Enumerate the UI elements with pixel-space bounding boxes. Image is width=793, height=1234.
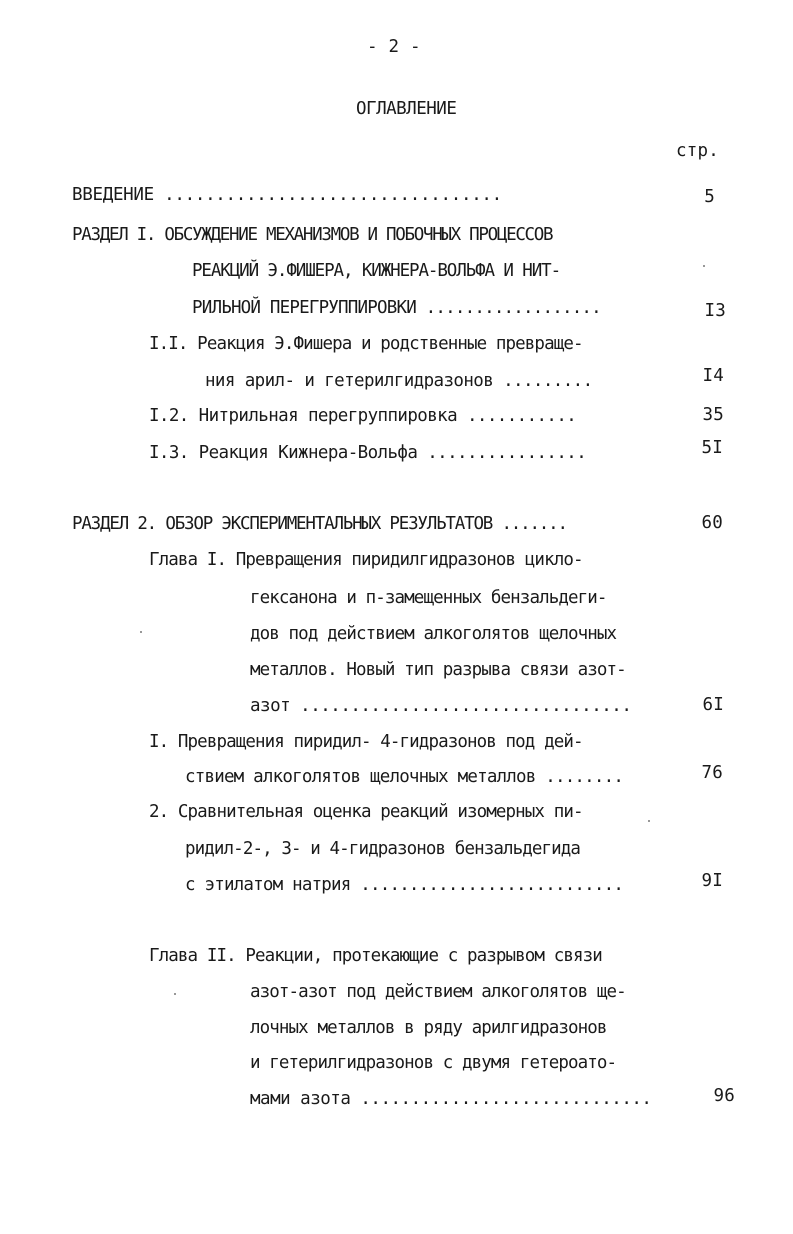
toc-section-1-line-1: РАЗДЕЛ I. ОБСУЖДЕНИЕ МЕХАНИЗМОВ И ПОБОЧНЫХ ПРОЦЕССОВ xyxy=(72,225,553,245)
scan-speck xyxy=(648,820,650,822)
toc-page-item-2: 9I xyxy=(701,871,723,891)
toc-page-chapter-1: 6I xyxy=(702,695,724,715)
toc-chapter-2-line-5: мами азота ............................. xyxy=(250,1089,652,1109)
toc-chapter-2-line-4: и гетерилгидразонов с двумя гетероато- xyxy=(250,1053,617,1073)
toc-chapter-1-line-4: металлов. Новый тип разрыва связи азот- xyxy=(250,660,626,680)
page-column-label: стр. xyxy=(676,141,719,161)
scan-speck xyxy=(140,631,142,633)
toc-subsection-1-2: I.2. Нитрильная перегруппировка ........... xyxy=(149,406,577,426)
toc-chapter-1-line-5: азот ................................. xyxy=(250,696,632,716)
toc-chapter-2-line-2: азот-азот под действием алкоголятов ще- xyxy=(250,982,626,1002)
toc-page-section-1: I3 xyxy=(704,301,726,321)
toc-subsection-1-1-line-2: ния арил- и гетерилгидразонов ......... xyxy=(205,371,593,391)
toc-section-1-line-3: РИЛЬНОЙ ПЕРЕГРУППИРОВКИ .................. xyxy=(192,298,601,318)
toc-page-introduction: 5 xyxy=(704,187,715,207)
toc-chapter-2-line-3: лочных металлов в ряду арилгидразонов xyxy=(250,1018,607,1038)
toc-page-subsection-1-3: 5I xyxy=(701,438,723,458)
toc-item-2-line-2: ридил-2-, 3- и 4-гидразонов бензальдегида xyxy=(185,839,581,859)
toc-page-chapter-2: 96 xyxy=(713,1086,735,1106)
toc-chapter-1-line-2: гексанона и п-замещенных бензальдеги- xyxy=(250,588,607,608)
toc-subsection-1-1-line-1: I.I. Реакция Э.Фишера и родственные превраще- xyxy=(149,334,583,354)
toc-page-section-2: 60 xyxy=(701,513,723,533)
toc-page-subsection-1-2: 35 xyxy=(702,405,724,425)
toc-item-1-line-1: I. Превращения пиридил- 4-гидразонов под дей- xyxy=(149,732,583,752)
page-title: ОГЛАВЛЕНИЕ xyxy=(356,99,457,119)
toc-page-subsection-1-1: I4 xyxy=(702,366,724,386)
toc-chapter-1-line-1: Глава I. Превращения пиридилгидразонов цикло- xyxy=(149,550,583,570)
toc-section-2: РАЗДЕЛ 2. ОБЗОР ЭКСПЕРИМЕНТАЛЬНЫХ РЕЗУЛЬТАТОВ ....... xyxy=(72,514,567,534)
toc-page-item-1: 76 xyxy=(701,763,723,783)
toc-item-2-line-3: с этилатом натрия ........................... xyxy=(185,875,624,895)
page-number: - 2 - xyxy=(367,37,421,57)
toc-item-2-line-1: 2. Сравнительная оценка реакций изомерных пи- xyxy=(149,802,583,822)
scan-speck xyxy=(703,265,705,267)
toc-chapter-2-line-1: Глава II. Реакции, протекающие с разрывом связи xyxy=(149,946,602,966)
toc-entry-introduction: ВВЕДЕНИЕ ................................. xyxy=(72,185,502,205)
scan-speck xyxy=(174,993,176,995)
toc-section-1-line-2: РЕАКЦИЙ Э.ФИШЕРА, КИЖНЕРА-ВОЛЬФА И НИТ- xyxy=(192,261,560,281)
toc-subsection-1-3: I.3. Реакция Кижнера-Вольфа ................ xyxy=(149,443,587,463)
toc-item-1-line-2: ствием алкоголятов щелочных металлов ........ xyxy=(185,767,624,787)
toc-chapter-1-line-3: дов под действием алкоголятов щелочных xyxy=(250,624,617,644)
